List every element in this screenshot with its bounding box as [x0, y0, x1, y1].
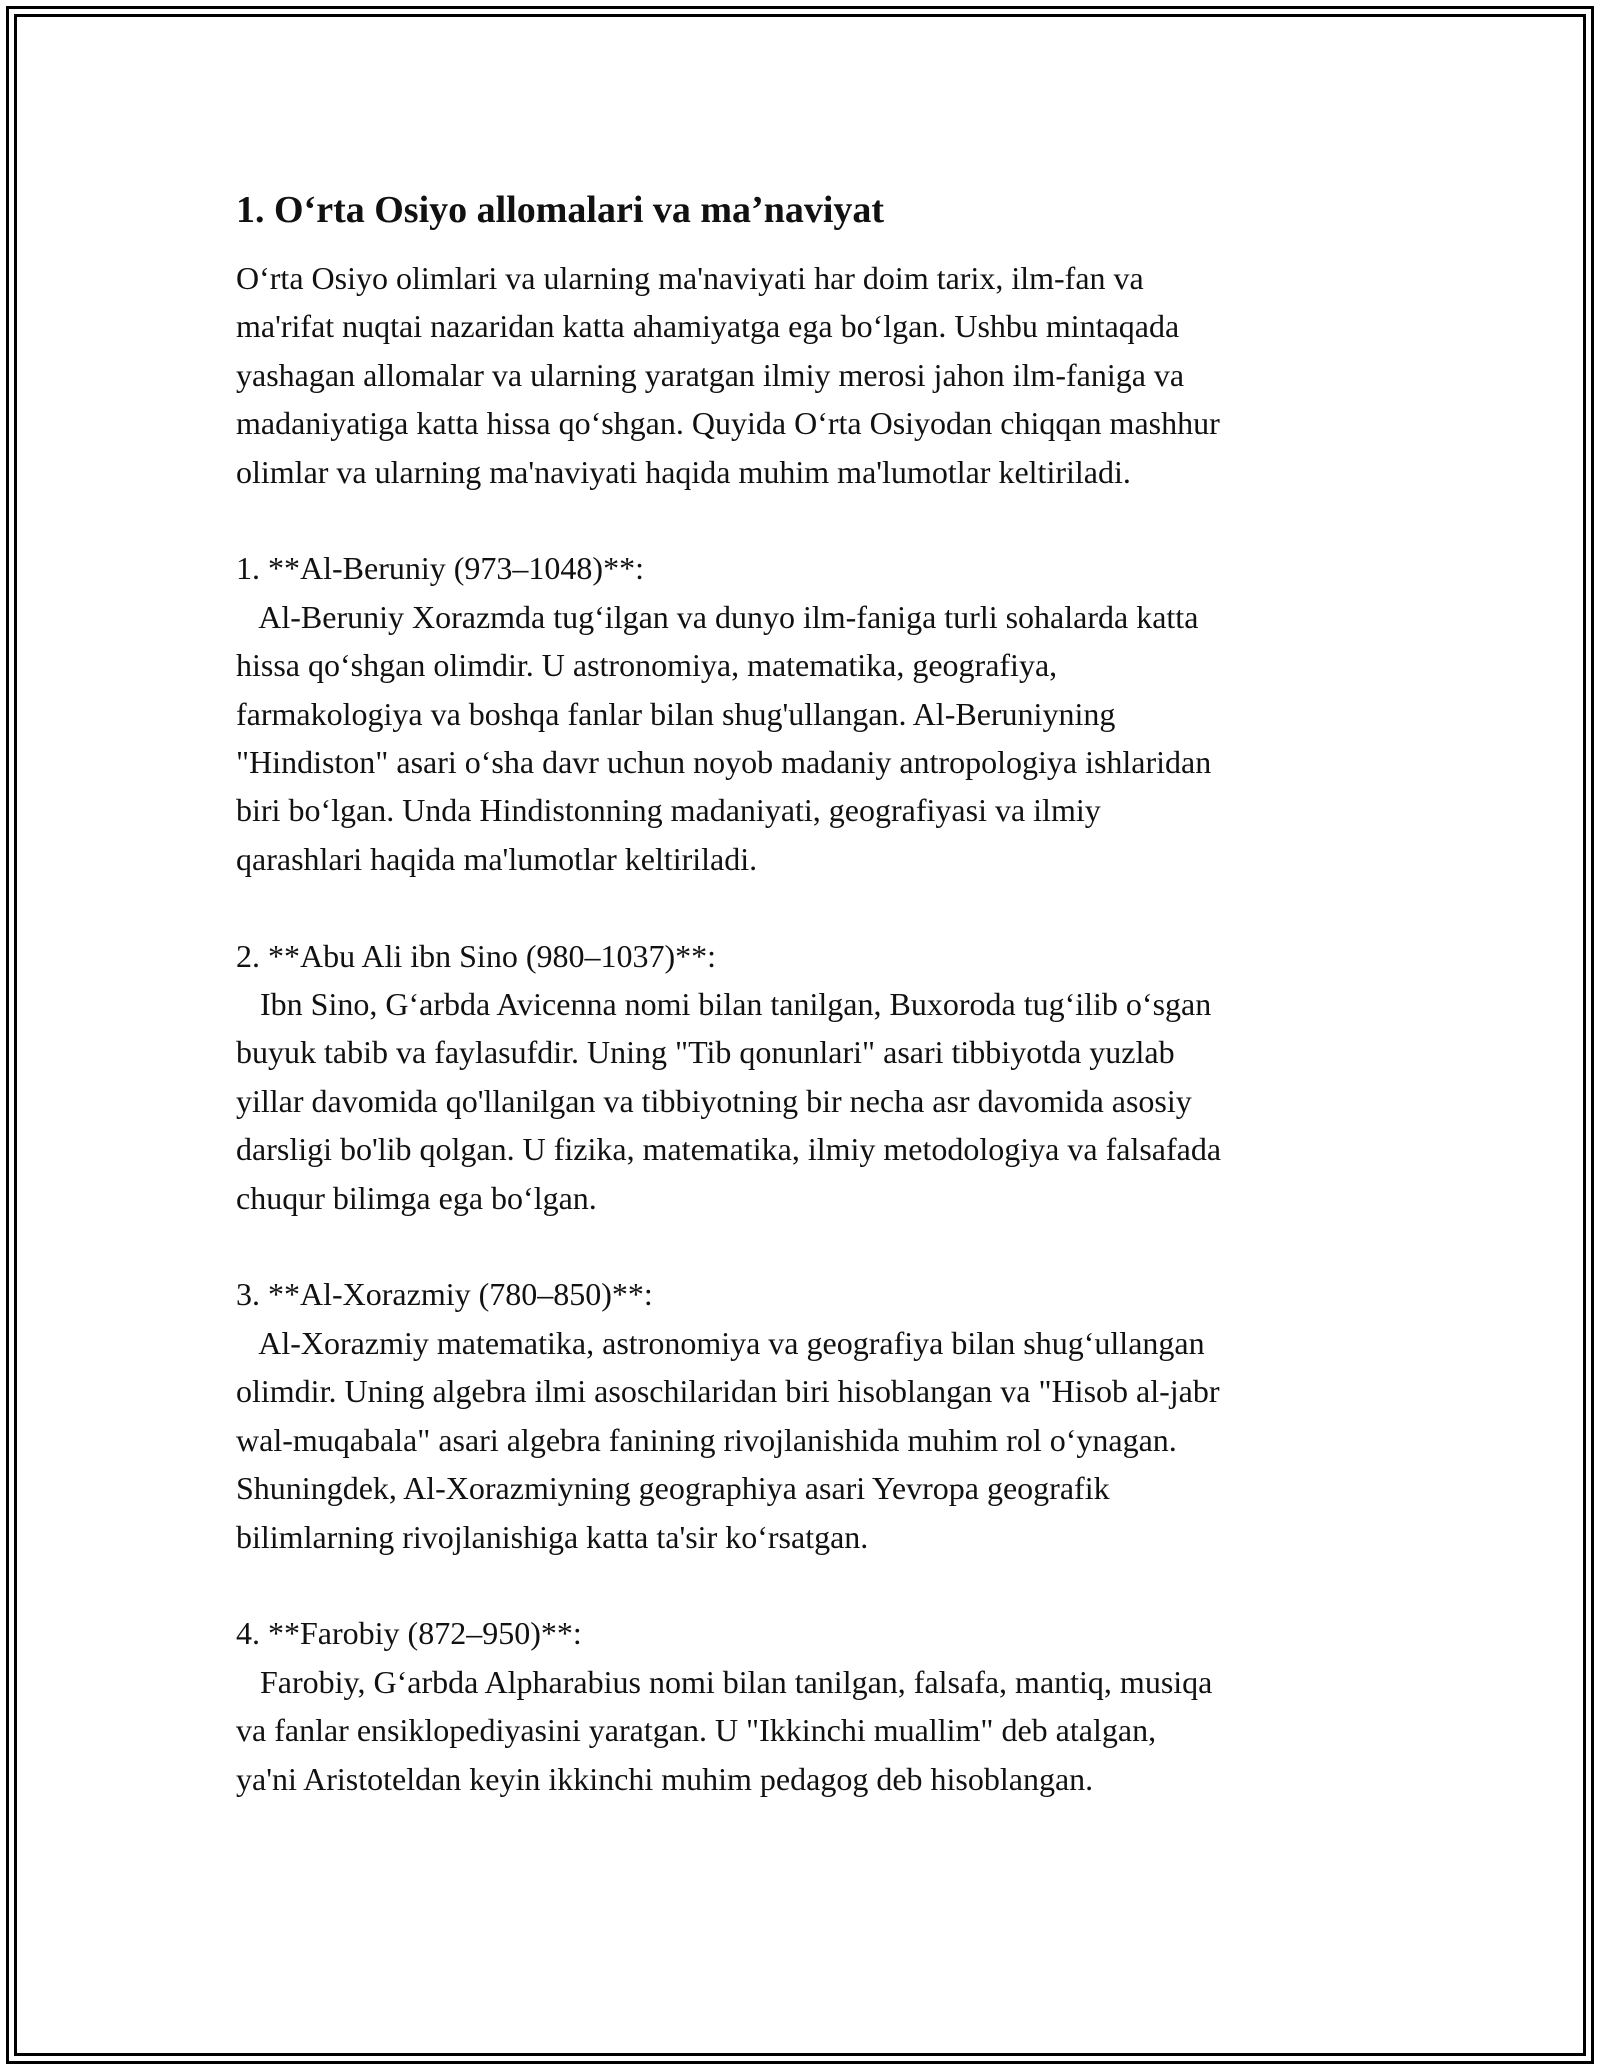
text-line: olimlar va ularning ma'naviyati haqida muhim ma'lumotlar keltiriladi.: [236, 453, 1131, 490]
text-line: Farobiy, G‘arbda Alpharabius nomi bilan tanilgan, falsafa, mantiq, musiqa: [236, 1663, 1213, 1700]
text-line: farmakologiya va boshqa fanlar bilan shug'ullangan. Al-Beruniyning: [236, 695, 1116, 732]
document-body: [236, 186, 1376, 1803]
text-line: Al-Xorazmiy matematika, astronomiya va geografiya bilan shug‘ullangan: [236, 1324, 1205, 1361]
text-line: qarashlari haqida ma'lumotlar keltiriladi.: [236, 840, 758, 877]
text-line: darsligi bo'lib qolgan. U fizika, matematika, ilmiy metodologiya va falsafada: [236, 1131, 1222, 1168]
text-line: wal-muqabala" asari algebra fanining rivojlanishida muhim rol o‘ynagan.: [236, 1421, 1177, 1458]
text-line: ma'rifat nuqtai nazaridan katta ahamiyatga ega bo‘lgan. Ushbu mintaqada: [236, 308, 1180, 345]
text-line: hissa qo‘shgan olimdir. U astronomiya, matematika, geografiya,: [236, 647, 1058, 684]
text-line: va fanlar ensiklopediyasini yaratgan. U "Ikkinchi muallim" deb atalgan,: [236, 1712, 1157, 1749]
text-line: olimdir. Uning algebra ilmi asoschilaridan biri hisoblangan va "Hisob al-jabr: [236, 1373, 1220, 1410]
paragraph-gap: [236, 883, 1376, 931]
intro-paragraph: [236, 254, 1376, 1803]
text-line: Al-Beruniy Xorazmda tug‘ilgan va dunyo ilm-faniga turli sohalarda katta: [236, 598, 1199, 635]
section-heading: 1. O‘rta Osiyo allomalari va ma’naviyat: [236, 189, 885, 231]
text-line: ya'ni Aristoteldan keyin ikkinchi muhim pedagog deb hisoblangan.: [236, 1760, 1094, 1797]
text-line: Ibn Sino, G‘arbda Avicenna nomi bilan tanilgan, Buxoroda tug‘ilib o‘sgan: [236, 986, 1212, 1023]
paragraph-gap: [236, 1561, 1376, 1609]
paragraph-gap: [236, 1222, 1376, 1270]
paragraph-gap: [236, 496, 1376, 544]
text-line: chuqur bilimga ega bo‘lgan.: [236, 1179, 597, 1216]
text-line: yillar davomida qo'llanilgan va tibbiyotning bir necha asr davomida asosiy: [236, 1082, 1192, 1119]
scholar-title-xorazmiy: 3. **Al-Xorazmiy (780–850)**:: [236, 1276, 653, 1313]
text-line: buyuk tabib va faylasufdir. Uning "Tib qonunlari" asari tibbiyotda yuzlab: [236, 1034, 1175, 1071]
text-line: O‘rta Osiyo olimlari va ularning ma'naviyati har doim tarix, ilm-fan va: [236, 260, 1144, 296]
text-line: "Hindiston" asari o‘sha davr uchun noyob madaniy antropologiya ishlaridan: [236, 744, 1212, 781]
text-line: yashagan allomalar va ularning yaratgan ilmiy merosi jahon ilm-faniga va: [236, 356, 1185, 393]
scholar-title-farobiy: 4. **Farobiy (872–950)**:: [236, 1615, 582, 1652]
text-line: bilimlarning rivojlanishiga katta ta'sir ko‘rsatgan.: [236, 1518, 869, 1555]
text-line: madaniyatiga katta hissa qo‘shgan. Quyida O‘rta Osiyodan chiqqan mashhur: [236, 405, 1220, 442]
text-line: biri bo‘lgan. Unda Hindistonning madaniyati, geografiyasi va ilmiy: [236, 792, 1101, 829]
scholar-title-ibn-sino: 2. **Abu Ali ibn Sino (980–1037)**:: [236, 937, 717, 974]
text-line: Shuningdek, Al-Xorazmiyning geographiya asari Yevropa geografik: [236, 1470, 1110, 1507]
scholar-title-beruniy: 1. **Al-Beruniy (973–1048)**:: [236, 550, 644, 587]
